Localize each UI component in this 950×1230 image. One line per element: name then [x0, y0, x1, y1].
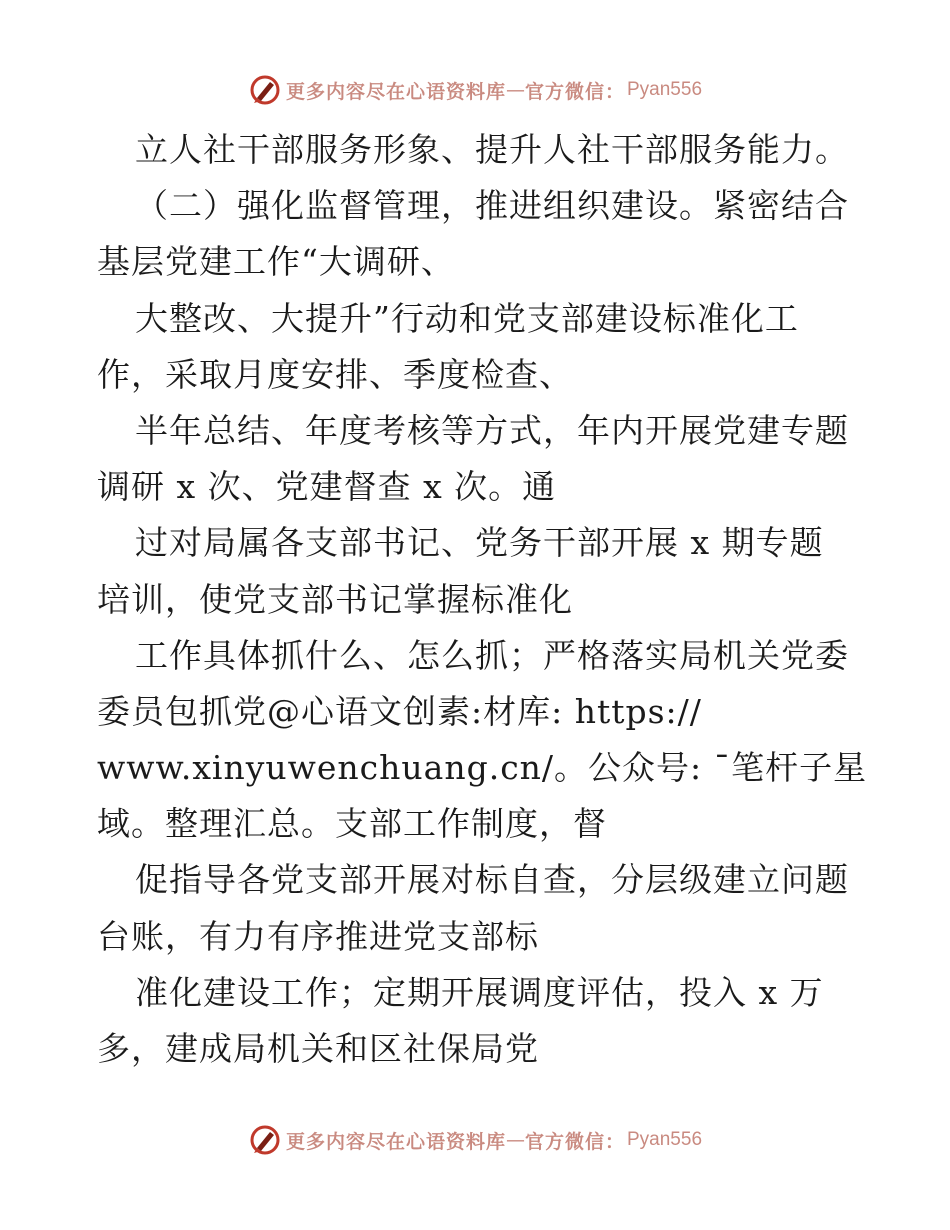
text-line: 台账，有力有序推进党支部标: [97, 916, 539, 956]
watermark-text: 更多内容尽在心语资料库: [285, 80, 506, 103]
text-line: 立人社干部服务形象、提升人社干部服务能力。: [135, 130, 849, 169]
text-line: 大整改、大提升”行动和党支部建设标准化工: [135, 298, 799, 338]
watermark-banner-top: [0, 70, 950, 110]
text-line: 多，建成局机关和区社保局党: [97, 1029, 539, 1068]
watermark-text: 更多内容尽在心语资料库: [285, 1130, 506, 1153]
watermark-separator: —: [505, 79, 525, 101]
text-line: 基层党建工作“大调研、: [97, 242, 455, 282]
watermark-separator: —: [505, 1129, 525, 1151]
text-line: 调研 x 次、党建督查 x 次。通: [97, 467, 557, 507]
pen-logo-icon: [248, 73, 282, 107]
text-line: 工作具体抓什么、怎么抓；严格落实局机关党委: [135, 635, 849, 675]
watermark-banner-bottom: [0, 1120, 950, 1160]
watermark-wechat-id: Pyan556: [627, 79, 703, 100]
text-line: 准化建设工作；定期开展调度评估，投入 x 万: [135, 972, 824, 1012]
pen-logo-icon: [248, 1123, 282, 1157]
text-line: 委员包抓党@心语文创素:材库: https://: [97, 691, 702, 731]
text-line: （二）强化监督管理，推进组织建设。紧密结合: [135, 186, 849, 226]
text-line: 培训，使党支部书记掌握标准化: [97, 579, 573, 619]
watermark-official-label: 官方微信：: [524, 80, 625, 103]
document-body: [97, 122, 877, 1077]
text-line: 半年总结、年度考核等方式，年内开展党建专题: [135, 410, 849, 450]
watermark-wechat-id: Pyan556: [627, 1129, 703, 1150]
text-line: 作，采取月度安排、季度检查、: [97, 354, 573, 394]
text-line: 促指导各党支部开展对标自查，分层级建立问题: [135, 860, 849, 900]
watermark-official-label: 官方微信：: [524, 1130, 625, 1153]
text-line: 过对局属各支部书记、党务干部开展 x 期专题: [135, 523, 824, 563]
text-line: 域。整理汇总。支部工作制度，督: [97, 804, 607, 844]
text-line: www.xinyuwenchuang.cn/。公众号: ¯笔杆子星: [97, 748, 868, 788]
